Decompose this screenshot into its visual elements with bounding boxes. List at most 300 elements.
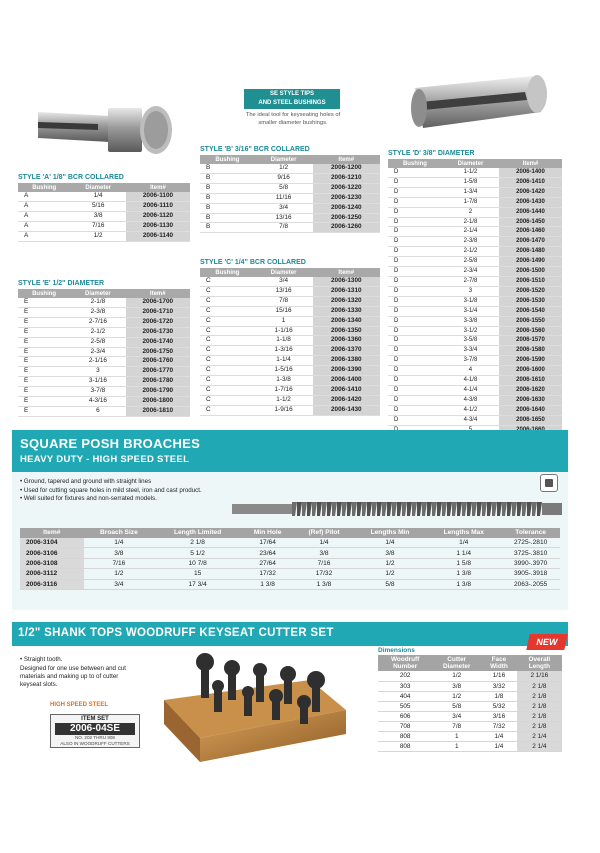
table-cell: 3/8 [70,211,126,221]
set-caption-2: ALSO IN WOODRUFF CUTTERS [60,741,130,746]
table-row [18,367,190,377]
style-b-block [200,146,380,233]
table-cell: A [18,211,70,221]
table-row [388,217,562,227]
table-cell: 2006-1300 [313,277,380,286]
bushing-image-left [38,94,178,166]
table-row [200,326,380,336]
table-cell: 3/4 [84,579,155,589]
table-cell: E [18,367,70,377]
col-min-hole: Min Hole [241,528,294,538]
table-cell: 1-1/2 [442,168,499,177]
table-cell: 6 [70,406,125,416]
col-length-min: Lengths Min [354,528,426,538]
table-cell: 2006-1570 [499,336,562,346]
table-cell: A [18,201,70,211]
table-cell: 1 5/8 [426,558,501,568]
style-e-block [18,280,190,417]
table-row [18,406,190,416]
table-cell: 1/2 [354,569,426,579]
style-b-title: STYLE 'B' 3/16" BCR COLLARED [200,146,310,153]
table-cell: D [388,267,442,277]
table-cell: 2006-1320 [313,296,380,306]
table-cell: 2006-1400 [499,168,562,177]
style-c-table [200,268,380,416]
table-cell: 202 [378,671,432,681]
table-cell: 3-7/8 [442,356,499,366]
table-cell: 2-3/8 [70,307,125,317]
table-cell: 2006-1130 [126,221,190,231]
table-cell: 2 1/8 [517,711,562,721]
table-row [18,347,190,357]
table-row [200,405,380,415]
table-cell: 1-5/8 [442,177,499,187]
table-cell: 2 1/8 [517,721,562,731]
table-cell: 2006-1500 [499,267,562,277]
table-cell: 3990-.3970 [501,558,560,568]
table-row [200,277,380,286]
square-subtitle: HEAVY DUTY - HIGH SPEED STEEL [20,454,190,465]
table-row [18,211,190,221]
woodruff-table [378,655,562,752]
square-bullet: • Well suited for fixtures and non-serrated models. [20,495,202,504]
table-cell: 5/32 [481,701,517,711]
table-row [388,286,562,296]
table-cell: 1 1/4 [426,548,501,558]
table-cell: 2006-3106 [20,548,84,558]
table-cell: D [388,237,442,247]
table-cell: E [18,317,70,327]
table-cell: E [18,327,70,337]
table-cell: 1/2 [255,164,313,173]
table-row [18,298,190,307]
table-cell: 13/16 [255,286,313,296]
table-cell: 3 [70,367,125,377]
table-cell: 1 3/8 [426,569,501,579]
table-cell: D [388,336,442,346]
table-row [378,731,562,741]
table-cell: 2006-1430 [499,197,562,207]
table-cell: 2006-1560 [499,326,562,336]
table-row [200,296,380,306]
style-d-title: STYLE 'D' 3/8" DIAMETER [388,150,475,157]
table-row [200,306,380,316]
table-cell: 2 [442,207,499,217]
table-cell: 2-5/8 [70,337,125,347]
table-cell: 4 [442,366,499,376]
table-cell: 2-7/8 [442,276,499,286]
col-overall-length: Overall Length [517,655,562,671]
table-cell: 1-1/8 [255,336,313,346]
table-cell: 2006-3112 [20,569,84,579]
col-bushing: Bushing [18,289,70,298]
table-cell: C [200,346,255,356]
table-cell: 17/32 [241,569,294,579]
table-cell: 2006-1260 [313,223,380,233]
table-cell: 2006-1760 [126,357,190,367]
col-item: Item# [313,268,380,277]
table-cell: 2006-1540 [499,306,562,316]
intro-body-line2: smaller diameter bushings. [258,120,328,126]
set-caption-1: NO. 202 THRU 808 [74,735,115,740]
table-cell: 2006-1750 [126,347,190,357]
table-cell: D [388,326,442,336]
table-cell: 2006-1470 [499,237,562,247]
table-row [18,327,190,337]
table-cell: B [200,183,255,193]
table-row [200,385,380,395]
style-e-table [18,289,190,417]
style-a-title: STYLE 'A' 1/8" BCR COLLARED [18,174,124,181]
table-cell: 2 1/4 [517,741,562,751]
table-row [18,357,190,367]
col-item: Item# [126,289,190,298]
table-row [388,346,562,356]
table-cell: D [388,316,442,326]
table-cell: 2006-1440 [499,207,562,217]
intro-heading-line1: SE STYLE TIPS [269,91,314,97]
table-cell: D [388,227,442,237]
col-bushing: Bushing [200,155,255,164]
table-cell: 17/64 [241,538,294,548]
table-cell: B [200,193,255,203]
col-item: Item# [313,155,380,164]
table-cell: 3-1/2 [442,326,499,336]
table-cell: 2006-1430 [313,405,380,415]
style-d-table [388,159,562,435]
table-row [18,337,190,347]
table-cell: 3-7/8 [70,387,125,397]
table-cell: C [200,326,255,336]
table-cell: E [18,357,70,367]
table-cell: 7/32 [481,721,517,731]
table-cell: D [388,405,442,415]
table-cell: 2006-1240 [313,203,380,213]
table-cell: 3/4 [255,277,313,286]
table-cell: 2006-1420 [313,395,380,405]
table-row [388,296,562,306]
table-cell: D [388,276,442,286]
table-cell: C [200,296,255,306]
table-cell: E [18,406,70,416]
table-cell: 2006-1350 [313,326,380,336]
set-label: ITEM SET [81,716,109,722]
hss-label: HIGH SPEED STEEL [50,702,109,708]
col-diameter: Diameter [70,183,126,192]
table-cell: 1 3/8 [294,579,353,589]
table-cell: D [388,346,442,356]
table-cell: 2 1/8 [517,681,562,691]
table-row [18,317,190,327]
table-cell: 2006-1200 [313,164,380,173]
table-cell: C [200,336,255,346]
table-cell: 13/16 [255,213,313,223]
table-cell: 2006-1210 [313,173,380,183]
table-row [378,701,562,711]
table-cell: 15 [154,569,241,579]
table-cell: D [388,376,442,386]
table-row [20,558,560,568]
table-cell: 1 [432,731,481,741]
table-row [378,721,562,731]
table-cell: 1 [255,316,313,326]
table-cell: C [200,366,255,376]
table-cell: 1/2 [84,569,155,579]
table-row [18,192,190,201]
table-row [18,387,190,397]
table-cell: 1-1/16 [255,326,313,336]
table-cell: 2-1/16 [70,357,125,367]
table-cell: D [388,366,442,376]
table-row [18,377,190,387]
table-cell: 1 3/8 [241,579,294,589]
table-cell: 1-3/16 [255,346,313,356]
table-cell: D [388,197,442,207]
table-row [18,397,190,407]
woodruff-bullet: materials and making up to of cutter [20,672,119,680]
table-cell: 2006-1110 [126,201,190,211]
table-row [18,307,190,317]
table-cell: 1/2 [432,671,481,681]
table-cell: C [200,286,255,296]
table-cell: 2006-1310 [313,286,380,296]
table-cell: B [200,203,255,213]
table-cell: 1/2 [354,558,426,568]
table-cell: B [200,173,255,183]
table-cell: 708 [378,721,432,731]
table-row [200,286,380,296]
table-cell: 4-1/4 [442,385,499,395]
table-cell: 2006-1780 [126,377,190,387]
table-cell: 3/8 [84,548,155,558]
col-item: Item# [20,528,84,538]
table-cell: 1-5/16 [255,366,313,376]
table-cell: 7/8 [255,296,313,306]
table-cell: C [200,316,255,326]
table-cell: 2-1/4 [442,227,499,237]
table-cell: 1 3/8 [426,579,501,589]
table-cell: 2006-1390 [313,366,380,376]
table-cell: 2006-3104 [20,538,84,548]
table-cell: 7/8 [255,223,313,233]
table-cell: 2006-1700 [126,298,190,307]
table-cell: 2725-.2810 [501,538,560,548]
col-diameter: Diameter [255,268,313,277]
style-d-block [388,150,562,435]
table-cell: 2006-1790 [126,387,190,397]
table-cell: 3/16 [481,711,517,721]
table-cell: 3-1/8 [442,296,499,306]
table-cell: E [18,347,70,357]
table-cell: 1-3/8 [255,376,313,386]
table-cell: A [18,192,70,201]
table-row [388,267,562,277]
table-cell: D [388,217,442,227]
table-cell: 1/4 [481,731,517,741]
intro-body-line1: The ideal tool for keyseating holes of [245,112,341,118]
table-cell: 1/4 [426,538,501,548]
table-cell: 303 [378,681,432,691]
table-cell: 2-3/4 [442,267,499,277]
item-set-box [50,714,140,748]
table-cell: B [200,164,255,173]
table-row [388,276,562,286]
table-row [388,168,562,177]
table-row [200,346,380,356]
table-cell: 2006-1100 [126,192,190,201]
table-cell: A [18,231,70,241]
table-cell: 1/2 [432,691,481,701]
table-row [388,177,562,187]
table-cell: 11/16 [255,193,313,203]
table-row [200,164,380,173]
table-cell: 2006-3116 [20,579,84,589]
table-cell: 2006-1220 [313,183,380,193]
table-cell: 7/8 [432,721,481,731]
table-row [388,356,562,366]
table-cell: D [388,177,442,187]
table-cell: 2 1/8 [517,701,562,711]
table-cell: 3/4 [255,203,313,213]
table-cell: E [18,397,70,407]
table-cell: D [388,306,442,316]
table-row [200,223,380,233]
table-cell: 2006-1740 [126,337,190,347]
col-face-width: Face Width [481,655,517,671]
table-cell: 2006-1640 [499,405,562,415]
table-cell: 5/16 [70,201,126,211]
table-cell: 2006-1550 [499,316,562,326]
table-cell: C [200,277,255,286]
table-row [388,366,562,376]
table-cell: 2-3/8 [442,237,499,247]
woodruff-banner [12,622,568,646]
woodruff-bullet: keyseat slots. [20,681,58,688]
table-row [388,257,562,267]
table-cell: 2006-1610 [499,376,562,386]
table-row [20,569,560,579]
table-cell: 3/8 [354,548,426,558]
table-cell: E [18,387,70,397]
table-cell: 5/8 [255,183,313,193]
woodruff-bullet: Designed for one use between and cut [20,664,126,672]
table-cell: 2-7/16 [70,317,125,327]
table-cell: 1/4 [294,538,353,548]
table-row [388,405,562,415]
intro-heading-box [244,89,340,109]
table-cell: 4-1/2 [442,405,499,415]
table-cell: E [18,337,70,347]
table-row [18,231,190,241]
bushing-image-right [405,68,550,140]
table-row [200,376,380,386]
table-cell: 15/16 [255,306,313,316]
style-a-block [18,174,190,242]
table-cell: 2-1/8 [70,298,125,307]
table-row [388,227,562,237]
table-row [388,395,562,405]
table-cell: 2006-1340 [313,316,380,326]
table-cell: 5/8 [432,701,481,711]
square-checkbox-icon [540,474,558,492]
table-cell: 2006-1800 [126,397,190,407]
table-cell: 808 [378,741,432,751]
table-row [200,316,380,326]
table-cell: 2006-1620 [499,385,562,395]
table-cell: D [388,247,442,257]
table-cell: 2006-1490 [499,257,562,267]
table-cell: 1-7/16 [255,385,313,395]
table-cell: 5 1/2 [154,548,241,558]
style-c-block [200,259,380,416]
dimensions-title: Dimensions [378,647,415,654]
table-row [388,187,562,197]
table-cell: D [388,415,442,425]
table-cell: C [200,395,255,405]
table-cell: D [388,187,442,197]
table-cell: 3 [442,286,499,296]
table-cell: 9/16 [255,173,313,183]
table-row [18,201,190,211]
table-cell: 4-3/8 [442,395,499,405]
table-cell: 2006-1370 [313,346,380,356]
table-cell: 27/64 [241,558,294,568]
table-cell: 2006-1530 [499,296,562,306]
table-cell: D [388,395,442,405]
table-row [20,548,560,558]
dimensions-block [378,647,562,752]
col-length-max: Lengths Max [426,528,501,538]
table-cell: 2006-1730 [126,327,190,337]
table-row [388,376,562,386]
table-cell: 2006-1420 [499,187,562,197]
table-cell: 2006-1480 [499,247,562,257]
table-cell: 2006-1650 [499,415,562,425]
square-banner [12,430,568,472]
table-cell: 2006-1230 [313,193,380,203]
col-woodruff-number: Woodruff Number [378,655,432,671]
table-cell: 7/16 [294,558,353,568]
style-c-title: STYLE 'C' 1/4" BCR COLLARED [200,259,306,266]
woodruff-bullets [20,656,126,689]
intro-heading-line2: AND STEEL BUSHINGS [258,100,326,106]
table-cell: 1/4 [354,538,426,548]
table-cell: 17/32 [294,569,353,579]
table-cell: 10 7/8 [154,558,241,568]
table-cell: 7/16 [84,558,155,568]
square-table [20,528,560,590]
table-cell: 2006-1710 [126,307,190,317]
table-row [388,247,562,257]
table-cell: 2-3/4 [70,347,125,357]
table-cell: 2006-1450 [499,217,562,227]
table-cell: 3/8 [294,548,353,558]
table-cell: 2006-1810 [126,406,190,416]
intro-body [218,111,368,127]
table-row [200,173,380,183]
table-row [18,221,190,231]
table-cell: 4-3/4 [442,415,499,425]
square-bullet: • Used for cutting square holes in mild steel, iron and cast product. [20,487,202,496]
table-cell: 2006-1580 [499,346,562,356]
table-cell: 23/64 [241,548,294,558]
table-cell: 1/2 [70,231,126,241]
style-e-title: STYLE 'E' 1/2" DIAMETER [18,280,104,287]
table-row [200,356,380,366]
table-cell: 1/4 [481,741,517,751]
table-cell: E [18,377,70,387]
table-cell: 2 1/4 [517,731,562,741]
